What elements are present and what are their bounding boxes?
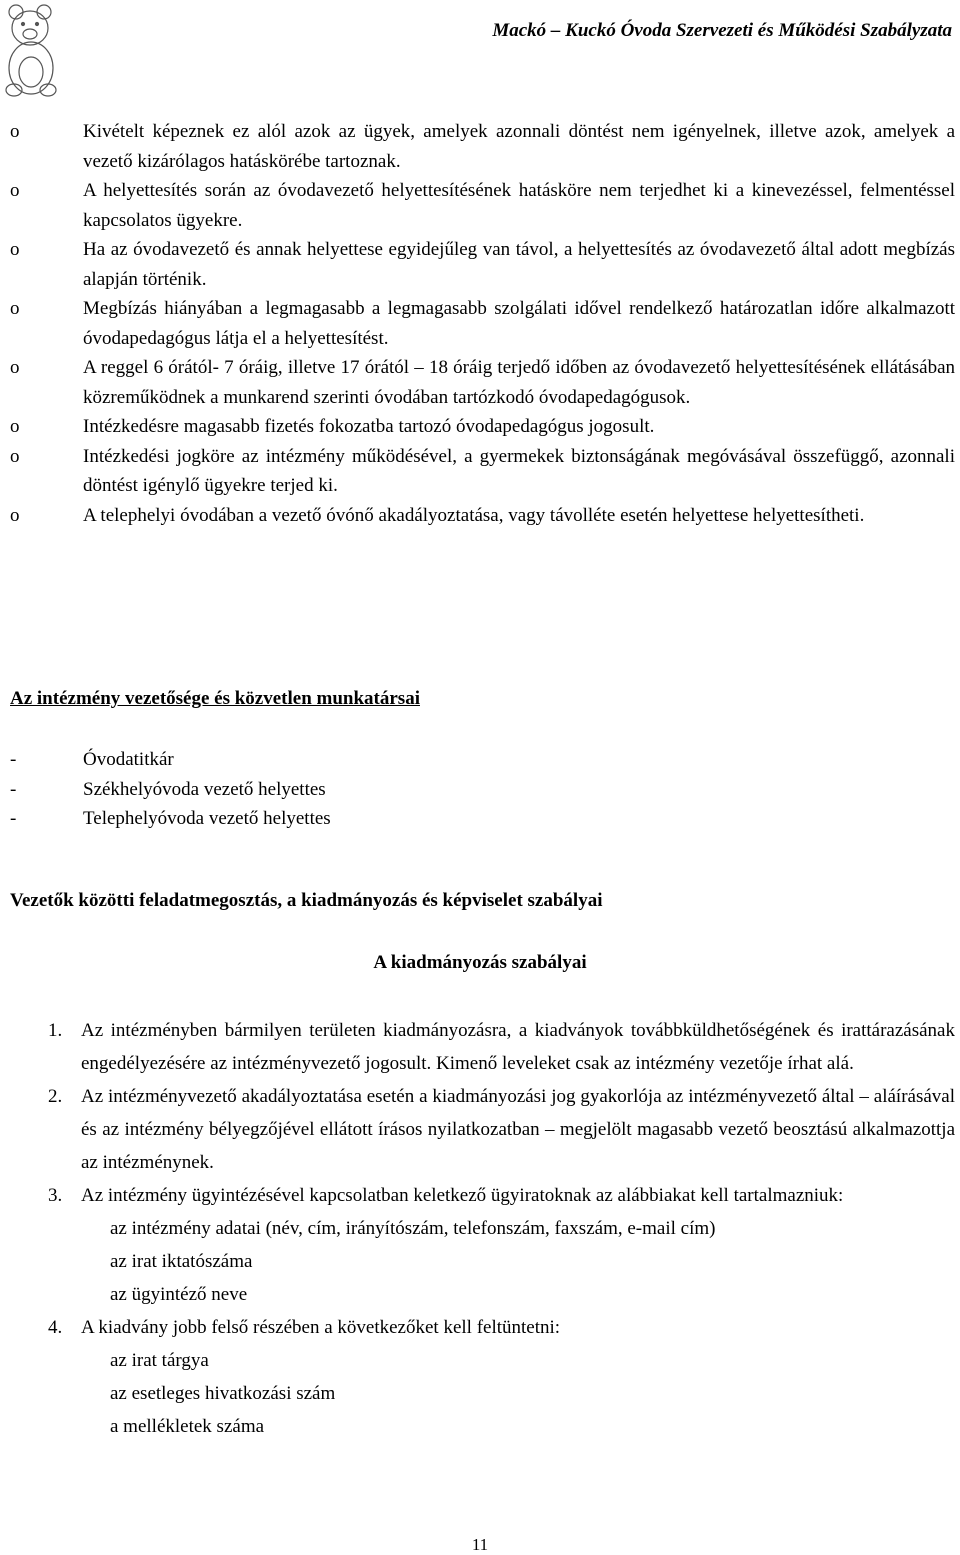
sub-item: az intézmény adatai (név, cím, irányítószám, telefonszám, faxszám, e-mail cím) — [110, 1218, 716, 1239]
header-title: Mackó – Kuckó Óvoda Szervezeti és Működési Szabályzata — [492, 20, 952, 41]
sub-item: az esetleges hivatkozási szám — [110, 1383, 336, 1404]
sub-item: a mellékletek száma — [110, 1416, 265, 1437]
bullet-item: o Ha az óvodavezető és annak helyettese egyidejűleg van távol, a helyettesítés az óvodavezető által adott megbízás alapján történik. — [10, 235, 955, 294]
bullet-item: o A telephelyi óvodában a vezető óvónő akadályoztatása, vagy távolléte esetén helyettese helyettesítheti. — [10, 501, 955, 531]
teddy-bear-logo-icon — [2, 0, 60, 98]
subheading-signing-rules: A kiadmányozás szabályai — [373, 952, 587, 973]
dash-list — [10, 745, 955, 834]
bullet-marker: o — [10, 180, 20, 201]
bullet-marker: o — [10, 298, 20, 319]
section-heading-tasks: Vezetők közötti feladatmegosztás, a kiadmányozás és képviselet szabályai — [10, 890, 603, 911]
sub-item: az irat tárgya — [110, 1350, 209, 1371]
numbered-list — [8, 1014, 955, 1443]
bullet-marker: o — [10, 239, 20, 260]
bullet-marker: o — [10, 504, 20, 526]
numbered-item: 1. Az intézményben bármilyen területen kiadmányozásra, a kiadványok továbbküldhetőségének és irattárazásának engedélyezésére az intézményvezető jogosult. Kimenő leveleket csak az intézmény vezetője írhat alá. — [48, 1020, 955, 1074]
page-number: 11 — [471, 1535, 489, 1554]
bullet-item: o Kivételt képeznek ez alól azok az ügyek, amelyek azonnali döntést nem igényelnek, illetve azok, amelyek a vezető kizárólagos hatáskörébe tartoznak. — [10, 117, 955, 176]
bullet-marker: o — [10, 357, 20, 378]
dash-item: - Óvodatitkár — [10, 749, 174, 770]
bullet-item: o Megbízás hiányában a legmagasabb a legmagasabb szolgálati idővel rendelkező határozatlan időre alkalmazott óvodapedagógus látja el a helyettesítést. — [10, 294, 955, 353]
numbered-item: 2. Az intézményvezető akadályoztatása esetén a kiadmányozási jog gyakorlója az intézményvezető által – aláírásával és az intézmény bélyegzőjével ellátott írásos nyilatkozatban – megjelölt magasabb vezető beosztású alkalmazottja az intézménynek. — [48, 1086, 955, 1173]
dash-item: - Székhelyóvoda vezető helyettes — [10, 778, 326, 800]
numbered-item: 4. A kiadvány jobb felső részében a következőket kell feltüntetni: — [48, 1317, 561, 1338]
bullet-marker: o — [10, 416, 20, 437]
numbered-item: 3. Az intézmény ügyintézésével kapcsolatban keletkező ügyiratoknak az alábbiakat kell tartalmazniuk: — [48, 1185, 844, 1206]
bullet-item: o A reggel 6 órától- 7 óráig, illetve 17 órától – 18 óráig terjedő időben az óvodavezető helyettesítésének ellátásában közreműködnek a munkarend szerinti óvodában tartózkodó óvodapedagógusok. — [10, 353, 955, 412]
bullet-item: o A helyettesítés során az óvodavezető helyettesítésének hatásköre nem terjedhet ki a kinevezéssel, felmentéssel kapcsolatos ügyekre. — [10, 176, 955, 235]
bullet-list — [10, 117, 955, 530]
bullet-item: o Intézkedésre magasabb fizetés fokozatba tartozó óvodapedagógus jogosult. — [10, 412, 955, 442]
dash-item: - Telephelyóvoda vezető helyettes — [10, 808, 331, 829]
sub-item: az ügyintéző neve — [110, 1284, 248, 1305]
bullet-marker: o — [10, 121, 20, 142]
section-heading-leadership: Az intézmény vezetősége és közvetlen munkatársai — [10, 688, 420, 709]
sub-item: az irat iktatószáma — [110, 1251, 253, 1272]
bullet-marker: o — [10, 445, 20, 467]
bullet-item: o Intézkedési jogköre az intézmény működésével, a gyermekek biztonságának megóvásával összefüggő, azonnali döntést igénylő ügyekre terjed ki. — [10, 442, 955, 501]
